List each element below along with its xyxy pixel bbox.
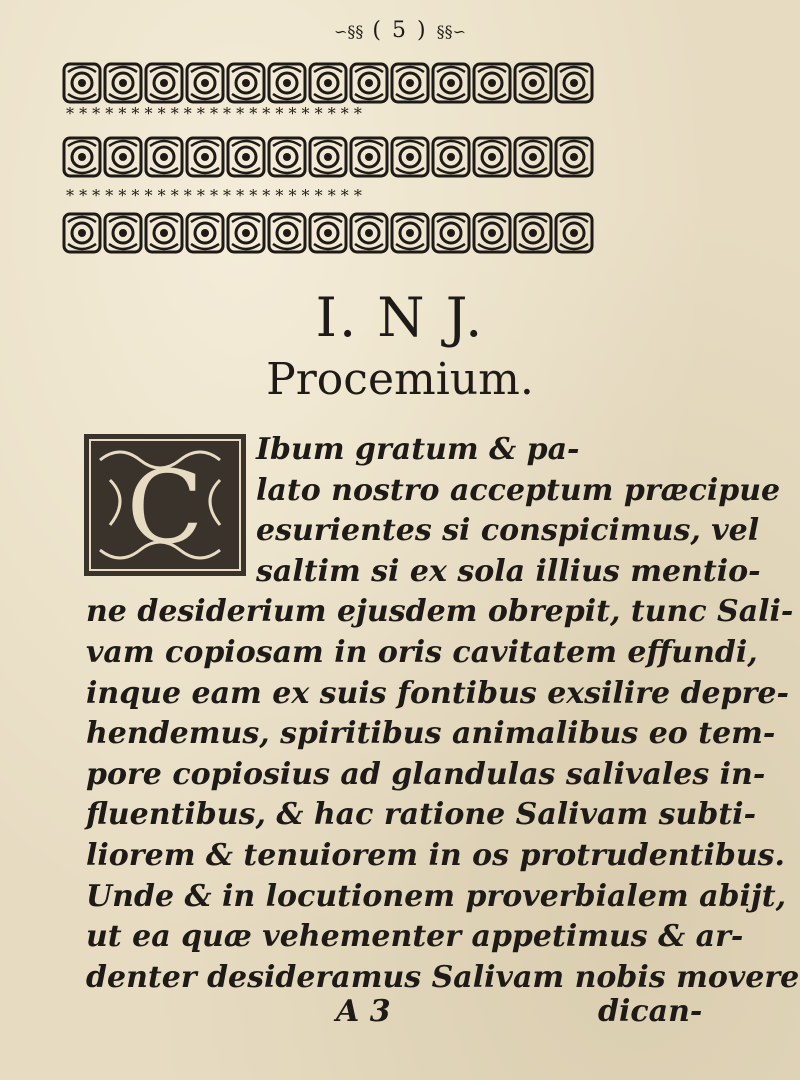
body-line: liorem & tenuiorem in os protrudentibus. — [86, 837, 785, 873]
header-flourish-left-icon: ∽§§ — [334, 22, 364, 41]
body-line: lato nostro acceptum præcipue — [256, 472, 781, 508]
section-heading: Procemium. — [266, 354, 534, 405]
body-paragraph — [86, 430, 800, 998]
body-line: ne desiderium ejusdem obrepit, tunc Sali- — [86, 594, 794, 630]
header-flourish-right-icon: §§∽ — [436, 22, 466, 41]
body-line: hendemus, spiritibus animalibus eo tem- — [86, 716, 776, 752]
body-line: Ibum gratum & pa- — [256, 432, 580, 467]
ornament-band-icon — [62, 62, 602, 282]
body-line: vam copiosam in oris cavitatem effundi, — [86, 634, 758, 670]
body-line: ut ea quæ vehementer appetimus & ar- — [86, 919, 744, 955]
body-line: pore copiosius ad glandulas salivales in- — [86, 756, 766, 792]
signature-mark: A 3 — [336, 994, 391, 1029]
page-header — [0, 18, 800, 43]
body-line: inque eam ex suis fontibus exsilire depre- — [86, 675, 789, 711]
body-line: esurientes si conspicimus, vel — [256, 513, 760, 549]
catchword: dican- — [598, 994, 703, 1029]
initial-letter: C — [126, 449, 204, 566]
page-number: ( 5 ) — [372, 18, 428, 43]
body-line: saltim si ex sola illius mentio- — [256, 553, 761, 589]
page-title: I. N J. — [315, 286, 485, 349]
body-line: fluentibus, & hac ratione Salivam subti- — [86, 797, 757, 833]
body-line: Unde & in locutionem proverbialem abijt, — [86, 878, 787, 914]
body-line: denter desideramus Salivam nobis movere — [86, 959, 800, 995]
star-row-2: * * * * * * * * * * * * * * * * * * * * * * * — [66, 186, 362, 205]
star-row-1: * * * * * * * * * * * * * * * * * * * * * * * — [66, 104, 362, 123]
